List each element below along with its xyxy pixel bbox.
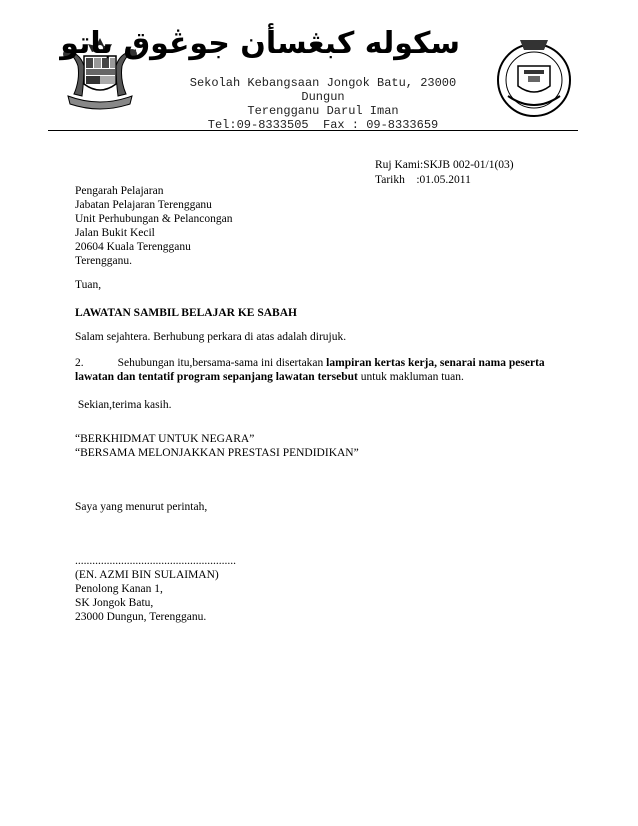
closing-remark: Sekian,terima kasih.	[75, 399, 172, 411]
signatory-name: (EN. AZMI BIN SULAIMAN)	[75, 569, 219, 581]
paragraph-2-bold-2: lawatan dan tentatif program sepanjang lawatan tersebut	[75, 371, 358, 383]
signatory-city: 23000 Dungun, Terengganu.	[75, 611, 207, 623]
recipient-line: Jabatan Pelajaran Terengganu	[75, 199, 212, 211]
body-paragraph-1: Salam sejahtera. Berhubung perkara di atas adalah dirujuk.	[75, 331, 347, 343]
paragraph-2-text: Sehubungan itu,bersama-sama ini disertakan	[117, 357, 327, 369]
school-address-line3: Terengganu Darul Iman	[247, 104, 399, 118]
slogan-1: “BERKHIDMAT UNTUK NEGARA”	[75, 433, 255, 445]
recipient-line: Jalan Bukit Kecil	[75, 227, 155, 239]
signatory-title: Penolong Kanan 1,	[75, 583, 163, 595]
paragraph-2-bold-1: lampiran kertas kerja, senarai nama peserta	[326, 357, 545, 369]
signature-line: ........................................................	[75, 555, 236, 567]
jawi-school-name: سکوله کبڠسأن جوڠوق باتو	[60, 26, 460, 61]
recipient-line: Pengarah Pelajaran	[75, 185, 164, 197]
paragraph-number: 2.	[75, 357, 84, 369]
body-paragraph-2	[75, 356, 595, 384]
reference-number: Ruj Kami:SKJB 002-01/1(03)	[375, 159, 514, 171]
recipient-address	[75, 184, 595, 268]
salutation: Tuan,	[75, 279, 102, 291]
recipient-line: Unit Perhubungan & Pelancongan	[75, 213, 233, 225]
signatory-school: SK Jongok Batu,	[75, 597, 154, 609]
school-badge-icon	[494, 36, 574, 120]
paragraph-2-text-end: untuk makluman tuan.	[357, 371, 464, 383]
header-divider	[48, 130, 578, 131]
school-address-line2: Dungun	[301, 90, 345, 104]
reference-date: Tarikh :01.05.2011	[375, 174, 471, 186]
sign-off: Saya yang menurut perintah,	[75, 501, 208, 513]
school-contact: Tel:09-8333505 Fax : 09-8333659	[207, 118, 439, 132]
recipient-line: 20604 Kuala Terengganu	[75, 241, 191, 253]
subject-line: LAWATAN SAMBIL BELAJAR KE SABAH	[75, 307, 297, 319]
school-address-line1: Sekolah Kebangsaan Jongok Batu, 23000	[189, 76, 457, 90]
slogan-2: “BERSAMA MELONJAKKAN PRESTASI PENDIDIKAN”	[75, 447, 359, 459]
recipient-line: Terengganu.	[75, 255, 132, 267]
signatory-block	[75, 568, 595, 624]
